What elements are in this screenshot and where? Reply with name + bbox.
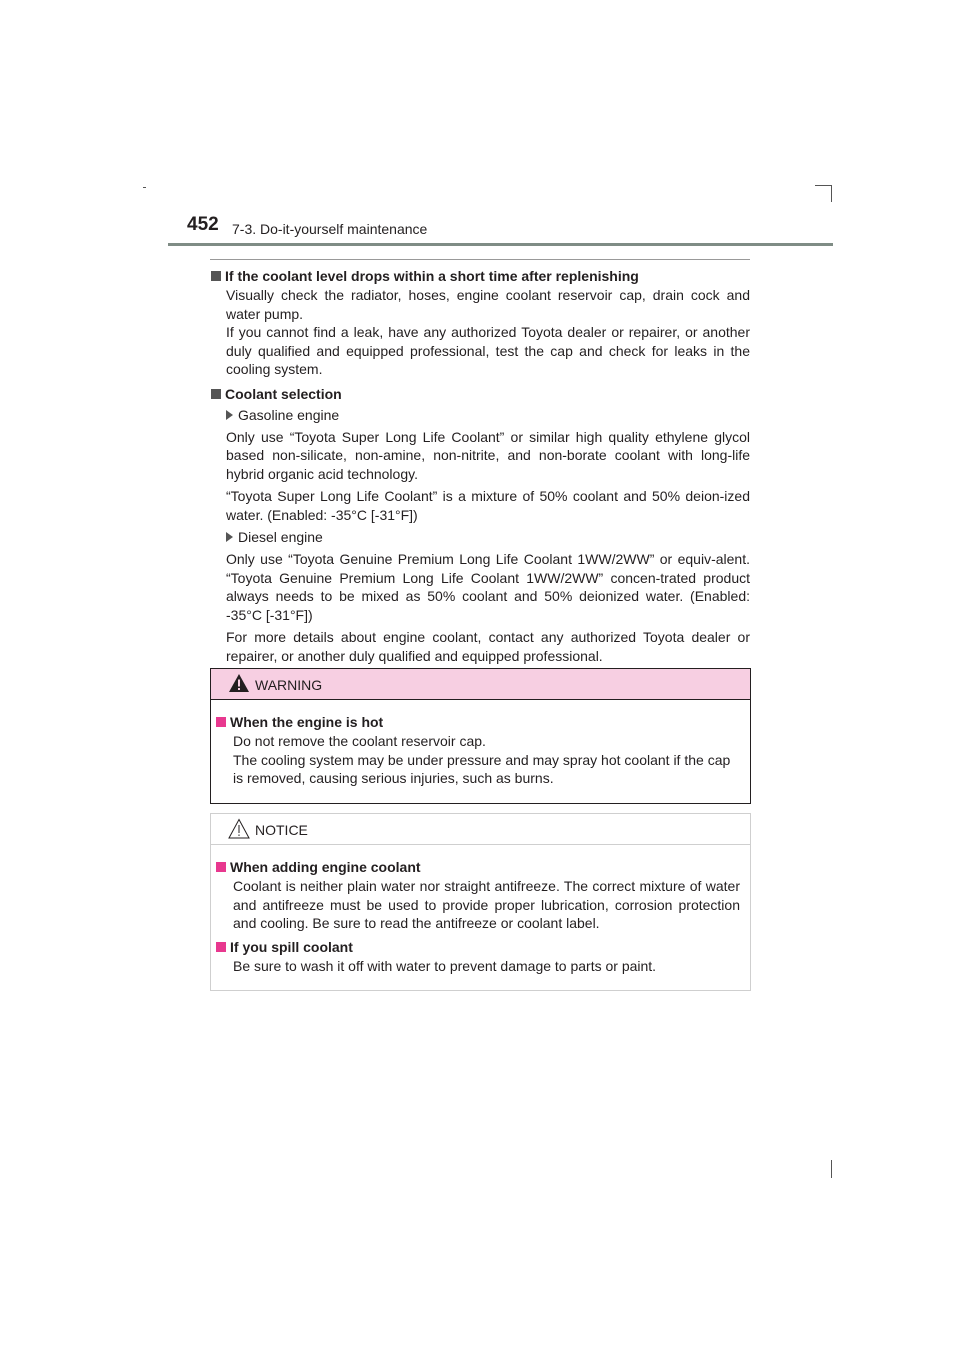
square-bullet-icon: [216, 717, 226, 727]
square-bullet-icon: [216, 862, 226, 872]
notice-header: [211, 814, 750, 845]
notice-item-title: If you spill coolant: [215, 938, 740, 957]
notice-triangle-icon: [228, 818, 250, 840]
engine-type-label: Diesel engine: [226, 528, 750, 547]
square-bullet-icon: [211, 389, 221, 399]
notice-body: [211, 845, 750, 975]
paragraph: Do not remove the coolant reservoir cap.: [233, 733, 486, 749]
warning-item-title: When the engine is hot: [215, 713, 740, 732]
warning-body: [211, 700, 750, 788]
warning-label: WARNING: [255, 677, 323, 693]
paragraph: Only use “Toyota Genuine Premium Long Life Coolant 1WW/2WW” or equiv-alent. “Toyota Genuine Premium Long Life Coolant 1WW/2WW” concen-trated product always needs to be mixed as 50% coolant and 50% deionized water. (Enabled: -35°C [-31°F]): [226, 551, 750, 623]
warning-triangle-icon: [228, 673, 250, 693]
page-number: 452: [187, 214, 219, 235]
paragraph: The cooling system may be under pressure and may spray hot coolant if the cap is removed, causing serious injuries, such as burns.: [233, 751, 731, 786]
crop-mark-bottom-right: [831, 1160, 832, 1178]
paragraph: If you cannot find a leak, have any authorized Toyota dealer or repairer, or another duly qualified and equipped professional, test the cap and check for leaks in the cooling system.: [226, 324, 750, 377]
section-heading: Coolant selection: [210, 385, 750, 404]
crop-mark-top-left: [143, 187, 146, 188]
notice-box: [210, 813, 751, 991]
engine-type-label: Gasoline engine: [226, 406, 750, 425]
notice-label: NOTICE: [255, 822, 308, 838]
divider: [210, 259, 750, 260]
warning-header: [211, 669, 750, 700]
paragraph: For more details about engine coolant, contact any authorized Toyota dealer or repairer, or another duly qualified and equipped professional.: [226, 629, 750, 664]
paragraph: Coolant is neither plain water nor straight antifreeze. The correct mixture of water and antifreeze must be used to provide proper lubrication, corrosion protection and cooling. Be sure to read the antifreeze or coolant label.: [233, 878, 740, 931]
section-heading: If the coolant level drops within a short time after replenishing: [210, 267, 750, 286]
paragraph: Visually check the radiator, hoses, engine coolant reservoir cap, drain cock and water pump.: [226, 287, 750, 322]
section-title: 7-3. Do-it-yourself maintenance: [232, 221, 428, 237]
notice-item-title: When adding engine coolant: [215, 858, 740, 877]
header-rule: [168, 243, 833, 246]
paragraph: Only use “Toyota Super Long Life Coolant” or similar high quality ethylene glycol based non-silicate, non-amine, non-nitrite, and non-borate coolant with long-life hybrid organic acid technology.: [226, 428, 750, 482]
paragraph: Be sure to wash it off with water to prevent damage to parts or paint.: [233, 957, 657, 974]
crop-mark-top-right-h: [815, 185, 832, 186]
crop-mark-top-right-v: [831, 185, 832, 202]
triangle-right-icon: [226, 410, 233, 420]
square-bullet-icon: [211, 271, 221, 281]
triangle-right-icon: [226, 532, 233, 542]
warning-box: [210, 668, 751, 804]
main-content: [210, 259, 750, 669]
square-bullet-icon: [216, 942, 226, 952]
paragraph: “Toyota Super Long Life Coolant” is a mixture of 50% coolant and 50% deion-ized water. (Enabled: -35°C [-31°F]): [226, 488, 750, 523]
